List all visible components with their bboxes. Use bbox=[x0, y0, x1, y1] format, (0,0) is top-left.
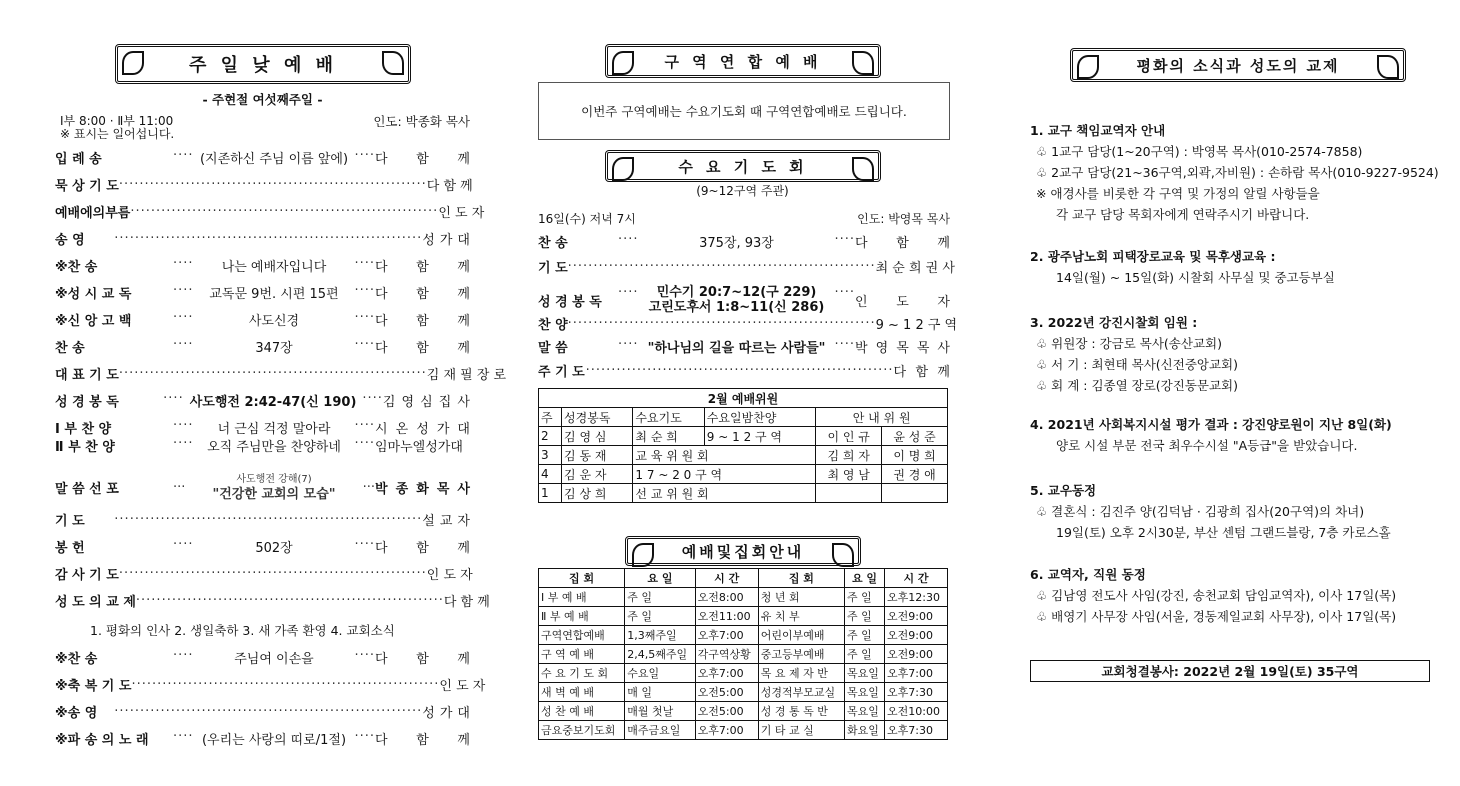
banner-text: 수 요 기 도 회 bbox=[678, 157, 808, 176]
order-label: 말 씀 bbox=[538, 341, 568, 356]
order-leader-dots: ···· 오직 주님만을 찬양하네 ···· bbox=[173, 436, 375, 455]
schedule-header: 집 회 bbox=[758, 569, 844, 588]
order-who: 다 함 께 bbox=[375, 733, 470, 748]
news-line: ♧ 2교구 담당(21~36구역,외곽,자비원) : 손하람 목사(010-9227-9524) bbox=[1036, 165, 1439, 180]
usher-cell: 이 인 규 bbox=[816, 427, 882, 446]
order-row bbox=[55, 436, 470, 455]
order-detail: "하나님의 길을 따르는 사람들" bbox=[647, 341, 826, 356]
schedule-cell: 구 역 예 배 bbox=[539, 645, 625, 664]
order-detail: 주님여 이손을 bbox=[234, 652, 314, 667]
order-leader-dots: ···· 사도신경 ···· bbox=[173, 310, 375, 329]
schedule-cell: 매월 첫날 bbox=[625, 702, 695, 721]
schedule-cell: 주 일 bbox=[625, 588, 695, 607]
schedule-cell: 각구역상황 bbox=[695, 645, 758, 664]
schedule-cell: 오전5:00 bbox=[695, 702, 758, 721]
wednesday-prayer-banner bbox=[605, 150, 881, 182]
order-row bbox=[55, 729, 470, 748]
order-leader-dots: ···························································· bbox=[114, 512, 423, 527]
order-who: 임마누엘성가대 bbox=[375, 440, 463, 455]
order-label: 찬 양 bbox=[538, 318, 568, 333]
schedule-cell: 매 일 bbox=[625, 683, 695, 702]
order-detail: 민수기 20:7~12(구 229) bbox=[656, 285, 817, 300]
order-label: ※찬 송 bbox=[55, 652, 98, 667]
banner-text: 주 일 낮 예 배 bbox=[188, 55, 337, 76]
order-row bbox=[538, 337, 950, 356]
duty-cell: 김 동 재 bbox=[562, 446, 633, 465]
duty-header: 수요기도 bbox=[633, 408, 704, 427]
news-banner bbox=[1070, 48, 1406, 82]
schedule-banner bbox=[625, 536, 861, 566]
order-label: 찬 송 bbox=[55, 341, 85, 356]
order-who: 박 영 목 목 사 bbox=[855, 341, 950, 356]
news-line: 양로 시설 부문 전국 최우수시설 "A등급"을 받았습니다. bbox=[1056, 438, 1358, 453]
order-row bbox=[538, 361, 950, 380]
order-row bbox=[55, 391, 470, 410]
duty-cell: 김 상 희 bbox=[562, 484, 633, 503]
news-line: 19일(토) 오후 2시30분, 부산 센텀 그랜드블랑, 7층 카로스홀 bbox=[1056, 525, 1391, 540]
news-line: ♧ 김남영 전도사 사임(강진, 송천교회 담임교역자), 이사 17일(목) bbox=[1036, 588, 1397, 603]
order-who: 설 교 자 bbox=[422, 514, 470, 529]
order-who: 다 함 께 bbox=[375, 152, 470, 167]
schedule-cell: 오전11:00 bbox=[695, 607, 758, 626]
schedule-cell: 오전10:00 bbox=[885, 702, 948, 721]
schedule-cell: 목요일 bbox=[844, 683, 884, 702]
notice-text: 이번주 구역예배는 수요기도회 때 구역연합예배로 드립니다. bbox=[581, 104, 907, 119]
order-row bbox=[538, 232, 950, 251]
news-line: ♧ 위원장 : 강금로 목사(송산교회) bbox=[1036, 336, 1222, 351]
order-who: 다 함 께 bbox=[443, 595, 490, 610]
order-leader-dots: ···························································· bbox=[130, 204, 439, 219]
schedule-cell: 오후7:30 bbox=[885, 721, 948, 740]
order-label: Ⅱ 부 찬 양 bbox=[55, 440, 115, 455]
schedule-cell: 구역연합예배 bbox=[539, 626, 625, 645]
schedule-cell: 오전9:00 bbox=[885, 626, 948, 645]
order-row bbox=[538, 314, 958, 333]
schedule-cell: 주 일 bbox=[844, 607, 884, 626]
wednesday-time: 16일(수) 저녁 7시 bbox=[538, 212, 636, 226]
sermon-row: 말 씀 선 포 ··· 사도행전 강해(7) "건강한 교회의 모습" ··· 박 종 화 목 사 bbox=[55, 474, 470, 502]
sermon-ref: 사도행전 강해(7) bbox=[236, 474, 312, 485]
sunday-service-banner bbox=[115, 44, 411, 84]
schedule-cell: 오후7:30 bbox=[885, 683, 948, 702]
order-who: 박 종 화 목 사 bbox=[375, 481, 470, 497]
order-who: 다 함 께 bbox=[375, 287, 470, 302]
order-label: 성 도 의 교 제 bbox=[55, 595, 136, 610]
schedule-cell: 오후7:00 bbox=[885, 664, 948, 683]
duty-cell: 김 영 심 bbox=[562, 427, 633, 446]
order-detail: 347장 bbox=[255, 341, 293, 356]
order-label: 찬 송 bbox=[538, 236, 568, 251]
usher-cell: 이 명 희 bbox=[882, 446, 948, 465]
order-leader-dots: ···· 375장, 93장 ···· bbox=[618, 232, 855, 251]
order-row bbox=[55, 148, 470, 167]
table-row bbox=[539, 607, 948, 626]
duty-table bbox=[538, 388, 948, 503]
schedule-cell: 오후7:00 bbox=[695, 721, 758, 740]
banner-text: 예배및집회안내 bbox=[681, 542, 805, 561]
order-row bbox=[55, 283, 470, 302]
table-row bbox=[539, 645, 948, 664]
duty-cell: 최 순 희 bbox=[633, 427, 704, 446]
news-line: ♧ 1교구 담당(1~20구역) : 박영목 목사(010-2574-7858) bbox=[1036, 144, 1363, 159]
order-who: 다 함 께 bbox=[855, 236, 950, 251]
order-leader-dots: ···························································· bbox=[135, 593, 444, 608]
order-who: 다 함 께 bbox=[426, 179, 473, 194]
order-leader-dots: ···· (우리는 사랑의 띠로/1절) ···· bbox=[173, 729, 375, 748]
notice-box bbox=[538, 82, 950, 140]
order-who: 다 함 께 bbox=[375, 341, 470, 356]
news-line: ♧ 서 기 : 최현태 목사(신전중앙교회) bbox=[1036, 357, 1239, 372]
news-line: 각 교구 담당 목회자에게 연락주시기 바랍니다. bbox=[1056, 207, 1310, 222]
order-detail: (지존하신 주님 이름 앞에) bbox=[199, 152, 349, 167]
order-label: ※신 앙 고 백 bbox=[55, 314, 132, 329]
order-row bbox=[55, 202, 485, 221]
order-label: Ⅰ 부 찬 양 bbox=[55, 422, 112, 437]
order-leader-dots: ···························································· bbox=[567, 259, 876, 274]
wednesday-sub: (9~12구역 주관) bbox=[696, 184, 789, 198]
table-row bbox=[539, 588, 948, 607]
order-label: 송 영 bbox=[55, 233, 85, 248]
cleaning-text: 교회청결봉사: 2022년 2월 19일(토) 35구역 bbox=[1101, 664, 1359, 679]
news-section-title: 2. 광주남노회 피택장로교육 및 목후생교육 : bbox=[1030, 249, 1276, 264]
news-section-title: 5. 교우동정 bbox=[1030, 483, 1097, 498]
schedule-cell: 오후7:00 bbox=[695, 664, 758, 683]
subtitle: - 주현절 여섯째주일 - bbox=[202, 92, 323, 107]
usher-cell: 권 경 애 bbox=[882, 465, 948, 484]
news-section-title: 3. 2022년 강진시찰회 임원 : bbox=[1030, 315, 1198, 330]
news-section bbox=[1030, 246, 1335, 288]
duty-cell: 3 bbox=[539, 446, 562, 465]
schedule-cell: 목 요 제 자 반 bbox=[758, 664, 844, 683]
order-label: ※파 송 의 노 래 bbox=[55, 733, 149, 748]
schedule-header: 시 간 bbox=[695, 569, 758, 588]
order-who: 다 함 께 bbox=[893, 365, 950, 380]
order-label: 대 표 기 도 bbox=[55, 368, 119, 383]
duty-cell: 4 bbox=[539, 465, 562, 484]
order-leader-dots: ···························································· bbox=[567, 316, 876, 331]
schedule-cell: 주 일 bbox=[844, 626, 884, 645]
order-leader-dots: ···························································· bbox=[585, 363, 894, 378]
order-label: 말 씀 선 포 bbox=[55, 481, 119, 497]
schedule-cell: 성 찬 예 배 bbox=[539, 702, 625, 721]
duty-header: 주 bbox=[539, 408, 562, 427]
schedule-cell: 1,3째주일 bbox=[625, 626, 695, 645]
schedule-cell: 매주금요일 bbox=[625, 721, 695, 740]
order-detail: 오직 주님만을 찬양하네 bbox=[207, 440, 341, 455]
news-section bbox=[1030, 120, 1439, 225]
order-leader-dots: ···· 교독문 9번. 시편 15편 ···· bbox=[173, 283, 375, 302]
cleaning-box bbox=[1030, 660, 1430, 682]
news-section-title: 1. 교구 책임교역자 안내 bbox=[1030, 123, 1166, 138]
schedule-cell: 목요일 bbox=[844, 702, 884, 721]
table-row bbox=[539, 683, 948, 702]
table-row bbox=[539, 626, 948, 645]
order-row bbox=[55, 510, 470, 529]
news-section bbox=[1030, 312, 1238, 396]
district-service-banner bbox=[605, 44, 881, 78]
leader: 인도: 박종화 목사 bbox=[373, 114, 470, 129]
order-who: 시 온 성 가 대 bbox=[375, 422, 470, 437]
fellowship-note: 1. 평화의 인사 2. 생일축하 3. 새 가족 환영 4. 교회소식 bbox=[90, 623, 395, 638]
sermon-title: "건강한 교회의 모습" bbox=[212, 487, 336, 502]
order-label: ※찬 송 bbox=[55, 260, 98, 275]
order-leader-dots: ···························································· bbox=[118, 566, 427, 581]
order-who: 다 함 께 bbox=[375, 260, 470, 275]
order-row bbox=[55, 175, 473, 194]
schedule-cell: 2,4,5째주일 bbox=[625, 645, 695, 664]
news-line: 14일(월) ~ 15일(화) 시찰회 사무실 및 중고등부실 bbox=[1056, 270, 1335, 285]
wednesday-leader: 인도: 박영목 목사 bbox=[857, 212, 950, 226]
order-row bbox=[538, 285, 950, 315]
duty-cell: 1 7 ~ 2 0 구 역 bbox=[633, 465, 816, 484]
duty-header: 안 내 위 원 bbox=[816, 408, 948, 427]
order-label: 성 경 봉 독 bbox=[538, 294, 602, 310]
schedule-header: 시 간 bbox=[885, 569, 948, 588]
schedule-cell: 오전8:00 bbox=[695, 588, 758, 607]
stand-note: ※ 표시는 일어섭니다. bbox=[60, 127, 175, 141]
service-times: Ⅰ부 8:00 · Ⅱ부 11:00 bbox=[60, 114, 174, 128]
schedule-cell: 성 경 통 독 반 bbox=[758, 702, 844, 721]
schedule-cell: 어린이부예배 bbox=[758, 626, 844, 645]
order-leader-dots: ···· 주님여 이손을 ···· bbox=[173, 648, 375, 667]
order-label: 묵 상 기 도 bbox=[55, 179, 119, 194]
order-leader-dots: ···· 민수기 20:7~12(구 229) 고린도후서 1:8~11(신 286) ···· bbox=[618, 285, 855, 315]
order-label: 성 경 봉 독 bbox=[55, 395, 119, 410]
news-section bbox=[1030, 414, 1392, 456]
order-detail: 나는 예배자입니다 bbox=[221, 260, 327, 275]
order-who: 김 영 심 집 사 bbox=[382, 395, 470, 410]
duty-header: 성경봉독 bbox=[562, 408, 633, 427]
order-who: 성 가 대 bbox=[422, 233, 470, 248]
order-who: 다 함 께 bbox=[375, 541, 470, 556]
banner-text: 구 역 연 합 예 배 bbox=[664, 52, 822, 71]
table-row bbox=[539, 702, 948, 721]
duty-cell: 교 육 위 원 회 bbox=[633, 446, 816, 465]
order-leader-dots: ···· 너 근심 걱정 말아라 ···· bbox=[173, 418, 375, 437]
table-row bbox=[539, 721, 948, 740]
order-detail: 교독문 9번. 시편 15편 bbox=[209, 287, 339, 302]
order-label: 입 례 송 bbox=[55, 152, 102, 167]
usher-cell: 최 영 남 bbox=[816, 465, 882, 484]
order-detail: 사도신경 bbox=[248, 314, 300, 329]
order-who: 9 ~ 1 2 구 역 bbox=[875, 318, 958, 333]
order-leader-dots: ···························································· bbox=[118, 366, 427, 381]
banner-text: 평화의 소식과 성도의 교제 bbox=[1136, 56, 1340, 75]
schedule-cell: 성경적부모교실 bbox=[758, 683, 844, 702]
order-detail: 너 근심 걱정 말아라 bbox=[217, 422, 331, 437]
order-row bbox=[55, 675, 486, 694]
news-section-title: 4. 2021년 사회복지시설 평가 결과 : 강진양로원이 지난 8일(화) bbox=[1030, 417, 1392, 432]
order-row bbox=[55, 364, 507, 383]
schedule-cell: 오후7:00 bbox=[695, 626, 758, 645]
schedule-cell: 주 일 bbox=[844, 645, 884, 664]
order-row bbox=[538, 257, 955, 276]
duty-title: 2월 예배위원 bbox=[539, 389, 948, 408]
order-who: 인 도 자 bbox=[438, 206, 485, 221]
order-row bbox=[55, 256, 470, 275]
order-leader-dots: ···· 347장 ···· bbox=[173, 337, 375, 356]
order-label: 주 기 도 bbox=[538, 365, 585, 380]
schedule-cell: 오전5:00 bbox=[695, 683, 758, 702]
order-who: 인 도 자 bbox=[426, 568, 473, 583]
schedule-cell: 청 년 회 bbox=[758, 588, 844, 607]
order-label: ※송 영 bbox=[55, 706, 98, 721]
order-label: ※성 시 교 독 bbox=[55, 287, 132, 302]
duty-cell: 1 bbox=[539, 484, 562, 503]
order-row bbox=[55, 537, 470, 556]
schedule-cell: 오후12:30 bbox=[885, 588, 948, 607]
order-detail: 375장, 93장 bbox=[699, 236, 774, 251]
duty-header: 수요일밤찬양 bbox=[704, 408, 815, 427]
order-who: 인 도 자 bbox=[855, 294, 950, 310]
order-row bbox=[55, 229, 470, 248]
order-detail: 502장 bbox=[255, 541, 293, 556]
news-line: ♧ 배영기 사무장 사임(서울, 경동제일교회 사무장), 이사 17일(목) bbox=[1036, 609, 1397, 624]
order-leader-dots: ···· 사도행전 2:42-47(신 190) ···· bbox=[163, 391, 383, 410]
order-who: 인 도 자 bbox=[439, 679, 486, 694]
schedule-cell: 주 일 bbox=[625, 607, 695, 626]
order-label: 기 도 bbox=[55, 514, 85, 529]
order-leader-dots: ···· 나는 예배자입니다 ···· bbox=[173, 256, 375, 275]
order-leader-dots: ···························································· bbox=[114, 704, 423, 719]
order-who: 최 순 희 권 사 bbox=[875, 261, 955, 276]
order-leader-dots: ···· (지존하신 주님 이름 앞에) ···· bbox=[173, 148, 375, 167]
order-row bbox=[55, 702, 470, 721]
duty-cell: 2 bbox=[539, 427, 562, 446]
schedule-header: 요 일 bbox=[625, 569, 695, 588]
news-line: ♧ 회 계 : 김종열 장로(강진동문교회) bbox=[1036, 378, 1239, 393]
order-row bbox=[55, 310, 470, 329]
schedule-cell: 금요중보기도회 bbox=[539, 721, 625, 740]
order-detail: (우리는 사랑의 띠로/1절) bbox=[201, 733, 347, 748]
news-line: ♧ 결혼식 : 김진주 양(김덕남 · 김광희 집사(20구역)의 차녀) bbox=[1036, 504, 1365, 519]
duty-cell: 9 ~ 1 2 구 역 bbox=[704, 427, 815, 446]
schedule-table bbox=[538, 568, 948, 740]
schedule-cell: 오전9:00 bbox=[885, 645, 948, 664]
schedule-cell: 화요일 bbox=[844, 721, 884, 740]
order-label: 봉 헌 bbox=[55, 541, 85, 556]
order-label: 기 도 bbox=[538, 261, 568, 276]
order-leader-dots: ···· 502장 ···· bbox=[173, 537, 375, 556]
order-who: 다 함 께 bbox=[375, 314, 470, 329]
order-row bbox=[55, 648, 470, 667]
news-section-title: 6. 교역자, 직원 동정 bbox=[1030, 567, 1146, 582]
order-label: 예배에의부름 bbox=[55, 206, 131, 221]
order-row bbox=[55, 564, 473, 583]
order-label: ※축 복 기 도 bbox=[55, 679, 132, 694]
duty-cell: 김 운 자 bbox=[562, 465, 633, 484]
order-who: 다 함 께 bbox=[375, 652, 470, 667]
schedule-cell: 기 타 교 실 bbox=[758, 721, 844, 740]
schedule-cell: 목요일 bbox=[844, 664, 884, 683]
schedule-cell: 유 치 부 bbox=[758, 607, 844, 626]
news-section bbox=[1030, 564, 1396, 627]
order-leader-dots: ···························································· bbox=[118, 177, 427, 192]
schedule-cell: 중고등부예배 bbox=[758, 645, 844, 664]
schedule-cell: 오전9:00 bbox=[885, 607, 948, 626]
schedule-cell: Ⅰ 부 예 배 bbox=[539, 588, 625, 607]
schedule-cell: 수요일 bbox=[625, 664, 695, 683]
order-leader-dots: ···· "하나님의 길을 따르는 사람들" ···· bbox=[618, 337, 855, 356]
order-label: 감 사 기 도 bbox=[55, 568, 119, 583]
duty-cell: 선 교 위 원 회 bbox=[633, 484, 816, 503]
schedule-cell: 새 벽 예 배 bbox=[539, 683, 625, 702]
table-row bbox=[539, 664, 948, 683]
order-who: 성 가 대 bbox=[422, 706, 470, 721]
schedule-header: 집 회 bbox=[539, 569, 625, 588]
order-row bbox=[55, 337, 470, 356]
news-section bbox=[1030, 480, 1391, 543]
usher-cell: 김 희 자 bbox=[816, 446, 882, 465]
order-row bbox=[55, 591, 490, 610]
order-who: 김 재 필 장 로 bbox=[426, 368, 507, 383]
order-detail: 사도행전 2:42-47(신 190) bbox=[189, 395, 357, 410]
schedule-cell: 주 일 bbox=[844, 588, 884, 607]
schedule-cell: Ⅱ 부 예 배 bbox=[539, 607, 625, 626]
schedule-header: 요 일 bbox=[844, 569, 884, 588]
order-leader-dots: ···························································· bbox=[114, 231, 423, 246]
usher-cell: 윤 성 준 bbox=[882, 427, 948, 446]
order-row bbox=[55, 418, 470, 437]
order-detail: 고린도후서 1:8~11(신 286) bbox=[648, 300, 825, 315]
news-line: ※ 애경사를 비롯한 각 구역 및 가정의 알릴 사항들을 bbox=[1036, 186, 1320, 201]
order-leader-dots: ···························································· bbox=[131, 677, 440, 692]
schedule-cell: 수 요 기 도 회 bbox=[539, 664, 625, 683]
